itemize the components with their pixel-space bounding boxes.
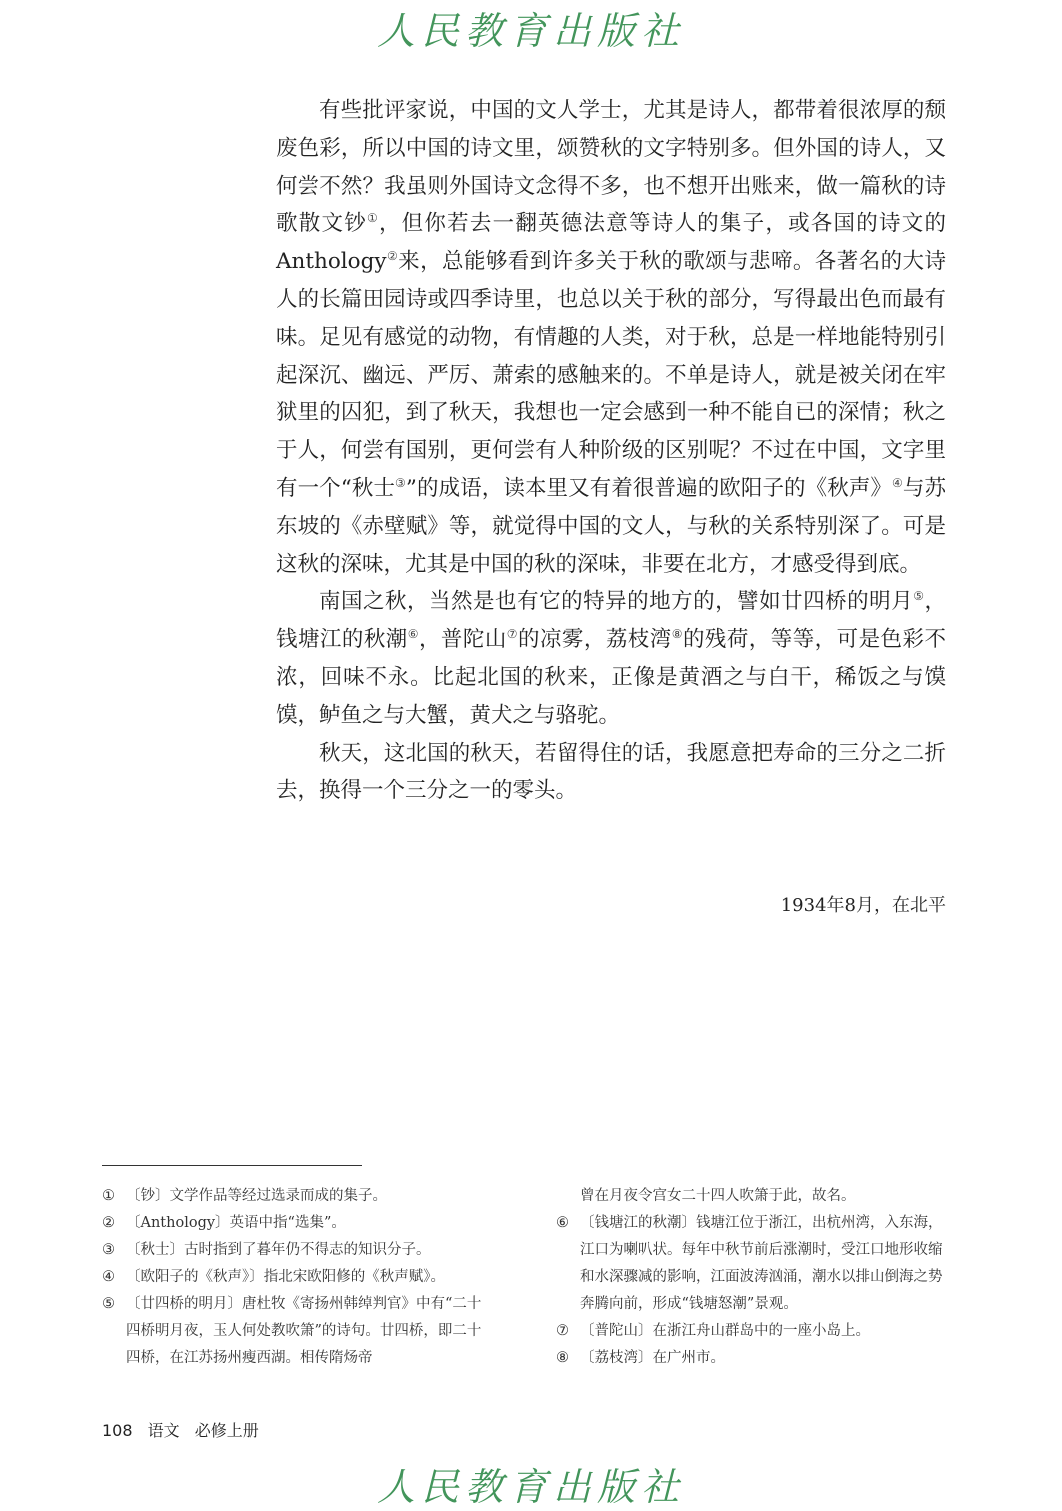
footnote [102,1237,494,1264]
footnotes-right-column [556,1183,948,1372]
footnote-number: ① [102,1188,115,1204]
page-footer [102,1418,269,1441]
footnote-rule [102,1165,362,1166]
paragraph [276,92,946,583]
paragraph-text: 有些批评家说，中国的文人学士，尤其是诗人，都带着很浓厚的颓废色彩，所以中国的诗文里，颂赞秋的文字特别多。但外国的诗人，又何尝不然？我虽则外国诗文念得不多，也不想开出账来，做一篇秋的诗歌散文钞 [276,98,946,237]
dateline: 1934年8月，在北平 [780,895,946,916]
footnote [102,1210,494,1237]
footnote-number: ⑧ [556,1350,569,1366]
footnote-text: 〔普陀山〕在浙江舟山群岛中的一座小岛上。 [580,1323,870,1339]
volume-label: 必修上册 [194,1421,259,1440]
footnote-number: ⑥ [556,1215,569,1231]
footnote-text: 〔钞〕文学作品等经过选录而成的集子。 [126,1188,387,1204]
footnote [102,1291,494,1372]
footnote-number: ⑦ [556,1323,569,1339]
publisher-logo-footer: 人民教育出版社 [376,1465,685,1509]
paragraph-text: ，但你若去一翻英德法意等诗人的集子，或各国的诗文的Anthology [276,211,946,275]
footnote [556,1210,948,1318]
footnote-text: 〔欧阳子的《秋声》〕指北宋欧阳修的《秋声赋》。 [126,1269,445,1285]
footnote-text: 〔荔枝湾〕在广州市。 [580,1350,725,1366]
footnote-ref: ③ [395,475,406,490]
paragraph [276,735,946,811]
subject-label: 语文 [147,1421,180,1440]
paragraph-text: 的残荷，等等，可是色彩不浓，回味不永。比起北国的秋来，正像是黄酒之与白干，稀饭之与馍馍，鲈鱼之与大蟹，黄犬之与骆驼。 [276,627,946,728]
footnote-text: 〔秋士〕古时指到了暮年仍不得志的知识分子。 [126,1242,431,1258]
body-text [276,92,946,810]
footnote-ref: ④ [892,475,903,490]
footnote [102,1183,494,1210]
footnote [102,1264,494,1291]
paragraph-text: 的凉雾，荔枝湾 [518,627,672,653]
paragraph-text: 与苏东坡的《赤壁赋》等，就觉得中国的文人，与秋的关系特别深了。可是这秋的深味，尤其是中国的秋的深味，非要在北方，才感受得到底。 [276,475,946,577]
footnote-ref: ① [366,211,379,226]
footnote-text: 〔Anthology〕英语中指“选集”。 [126,1215,346,1231]
paragraph-text: ”的成语，读本里又有着很普遍的欧阳子的《秋声》 [405,475,893,501]
footnote-ref: ② [386,249,399,264]
paragraph-text: ，普陀山 [418,627,507,653]
footnote-ref: ⑧ [671,627,683,642]
footnote-ref: ⑦ [506,627,519,642]
footnote-number: ④ [102,1269,115,1285]
footnotes-left-column [102,1183,494,1372]
page-number: 108 [102,1421,133,1440]
footnote [556,1318,948,1345]
paragraph [276,583,946,734]
paragraph-text: 南国之秋，当然是也有它的特异的地方的，譬如廿四桥的明月 [319,589,914,615]
footnote-number: ③ [102,1242,115,1258]
paragraph-text: 秋天，这北国的秋天，若留得住的话，我愿意把寿命的三分之二折去，换得一个三分之一的零头。 [276,740,946,804]
footnote-text: 〔廿四桥的明月〕唐杜牧《寄扬州韩绰判官》中有“二十四桥明月夜，玉人何处教吹箫”的诗句。廿四桥，即二十四桥，在江苏扬州瘦西湖。相传隋炀帝 [126,1296,482,1366]
footnote-text: 〔钱塘江的秋潮〕钱塘江位于浙江，出杭州湾，入东海，江口为喇叭状。每年中秋节前后涨潮时，受江口地形收缩和水深骤减的影响，江面波涛汹涌，潮水以排山倒海之势奔腾向前，形成“钱塘怒潮”景观。 [580,1215,943,1312]
footnote [556,1345,948,1372]
footnote-number: ② [102,1215,115,1231]
footnote-number: ⑤ [102,1296,115,1312]
footnote-5-continued: 曾在月夜令宫女二十四人吹箫于此，故名。 [580,1188,856,1204]
publisher-logo-header: 人民教育出版社 [376,9,685,53]
paragraph-text: ，钱塘江的秋潮 [276,589,946,653]
paragraph-text: 来，总能够看到许多关于秋的歌颂与悲啼。各著名的大诗人的长篇田园诗或四季诗里，也总以关于秋的部分，写得最出色而最有味。足见有感觉的动物，有情趣的人类，对于秋，总是一样地能特别引起深沉、幽远、严厉、萧索的感触来的。不单是诗人，就是被关闭在牢狱里的囚犯，到了秋天，我想也一定会感到一种不能自已的深情；秋之于人，何尝有国别，更何尝有人种阶级的区别呢？不过在中国，文字里有一个“秋士 [276,249,946,501]
footnote-ref: ⑤ [913,589,925,604]
footnote-ref: ⑥ [407,627,419,642]
